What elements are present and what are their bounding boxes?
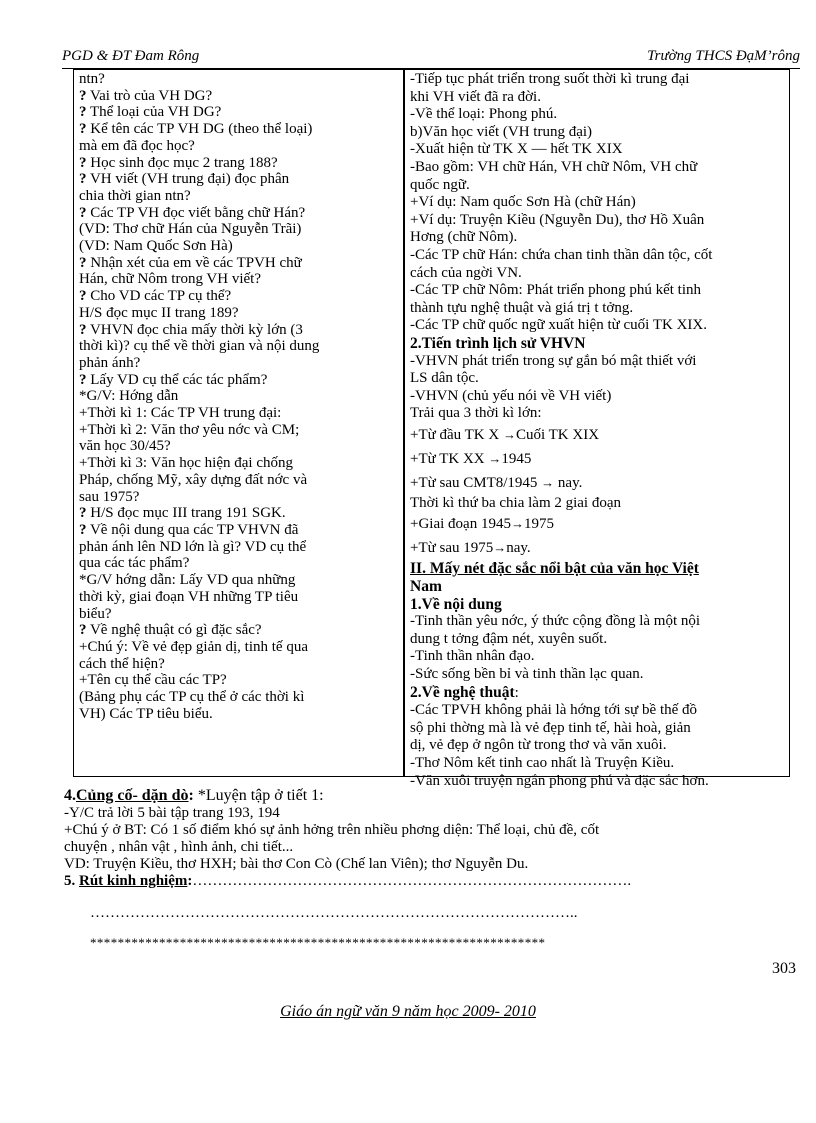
star-separator: ****************************************************************** [90, 935, 546, 950]
question-line: cách thể hiện? [79, 655, 165, 672]
period-line: +Từ sau CMT8/1945 → nay. [410, 474, 583, 491]
question-line: ? Vai trò của VH DG? [79, 87, 213, 104]
content-line: Hơng (chữ Nôm). [410, 229, 518, 246]
question-line: +Thời kì 2: Văn thơ yêu nớc và CM; [79, 421, 300, 438]
section4-heading: 4.Củng cố- dặn dò: *Luyện tập ở tiết 1: [64, 787, 324, 804]
content-line: cách của ngời VN. [410, 264, 522, 281]
question-line: *G/V: Hớng dẫn [79, 388, 179, 405]
content-line: quốc ngữ. [410, 176, 470, 193]
content-line: -VHVN phát triển trong sự gắn bó mật thiết với [410, 352, 697, 369]
page-number: 303 [772, 960, 796, 977]
homework-line: -Y/C trả lời 5 bài tập trang 193, 194 [64, 805, 280, 821]
question-line: qua các tác phẩm? [79, 555, 190, 572]
content-line: Thời kì thứ ba chia làm 2 giai đoạn [410, 494, 622, 511]
question-line: ? Học sinh đọc mục 2 trang 188? [79, 154, 278, 171]
period-line: +Giai đoạn 1945→1975 [410, 516, 554, 533]
content-line: -Về thể loại: Phong phú. [410, 106, 558, 123]
homework-line: VD: Truyện Kiều, thơ HXH; bài thơ Con Cò (Chế lan Viên); thơ Nguyễn Du. [64, 856, 529, 872]
content-line: -VHVN (chủ yếu nói về VH viết) [410, 387, 612, 404]
question-line: +Thời kì 1: Các TP VH trung đại: [79, 405, 282, 422]
content-line: -Sức sống bền bỉ và tinh thần lạc quan. [410, 666, 644, 683]
question-line: ? VHVN đọc chia mấy thời kỳ lớn (3 [79, 321, 303, 338]
content-line: -Thơ Nôm kết tinh cao nhất là Truyện Kiều. [410, 755, 675, 771]
question-line: ? Cho VD các TP cụ thể? [79, 288, 232, 305]
content-line: dị, vẻ đẹp ở ngôn từ trong thơ và văn xuôi. [410, 737, 667, 754]
question-line: mà em đã đọc học? [79, 137, 195, 154]
arrow-icon: → [488, 450, 502, 466]
consolidation-section [64, 787, 804, 890]
section-heading: 2.Tiến trình lịch sử VHVN [410, 334, 586, 352]
content-line: -Các TPVH không phải là hớng tới sự bề thế đồ [410, 702, 698, 719]
question-line: phản ánh lên ND lớn là gì? VD cụ thể [79, 538, 307, 555]
question-line: ? Các TP VH đọc viết bằng chữ Hán? [79, 204, 306, 221]
question-line: (VD: Thơ chữ Hán của Nguyễn Trãi) [79, 221, 302, 238]
question-line: ? H/S đọc mục III trang 191 SGK. [79, 505, 286, 522]
content-line: dung t tởng đậm nét, xuyên suốt. [410, 630, 608, 647]
arrow-icon: → [541, 474, 555, 490]
content-line: -Các TP chữ quốc ngữ xuất hiện từ cuối TK XIX. [410, 317, 707, 334]
content-line: Trải qua 3 thời kì lớn: [410, 405, 542, 422]
question-line: ntn? [79, 71, 105, 87]
homework-line: +Chú ý ở BT: Có 1 số điểm khó sự ảnh hởng trên nhiều phơng diện: Thể loại, chủ đề, cốt [64, 822, 600, 838]
content-line: LS dân tộc. [410, 370, 479, 387]
question-line: biểu? [79, 605, 112, 622]
page-footer: Giáo án ngữ văn 9 năm học 2009- 2010 [280, 1003, 536, 1020]
question-line: ? Về nội dung qua các TP VHVN đã [79, 521, 299, 538]
period-line: +Từ đầu TK X →Cuối TK XIX [410, 426, 600, 443]
arrow-icon: → [493, 540, 507, 556]
question-line: +Thời kì 3: Văn học hiện đại chống [79, 455, 293, 472]
content-line: khi VH viết đã ra đời. [410, 88, 541, 105]
content-line: -Tiếp tục phát triển trong suốt thời kì trung đại [410, 71, 690, 87]
question-line: Pháp, chống Mỹ, xây dựng đất nớc và [79, 471, 308, 488]
teacher-questions-column [79, 71, 399, 722]
content-line: sộ phi thờng mà là vẻ đẹp tinh tế, hài hoà, giản [410, 719, 691, 736]
content-line: -Các TP chữ Nôm: Phát triển phong phú kết tinh [410, 282, 702, 299]
content-column [410, 71, 788, 790]
question-line: thời kì)? cụ thể về thời gian và nội dung [79, 338, 320, 355]
section-heading: II. Mấy nét đặc sắc nổi bật của văn học Việt [410, 560, 699, 578]
question-line: Hán, chữ Nôm trong VH viết? [79, 271, 261, 288]
question-line: ? Nhận xét của em về các TPVH chữ [79, 254, 302, 271]
dotted-line: …………………………………………………………………………………….. [90, 905, 578, 921]
column-divider [403, 70, 405, 776]
question-line: +Chú ý: Về vẻ đẹp giản dị, tinh tế qua [79, 638, 308, 655]
subsection-heading: 1.Về nội dung [410, 595, 502, 613]
question-line: ? VH viết (VH trung đại) đọc phân [79, 171, 290, 188]
question-line: ? Lấy VD cụ thể các tác phẩm? [79, 371, 268, 388]
content-line: -Văn xuôi truyện ngắn phong phú và đặc sắc hơn. [410, 772, 709, 789]
period-line: +Từ sau 1975→nay. [410, 540, 531, 557]
question-line: chia thời gian ntn? [79, 187, 191, 204]
lesson-table [73, 69, 790, 789]
question-line: ? Về nghệ thuật có gì đặc sắc? [79, 622, 262, 639]
section-heading: Nam [410, 578, 442, 596]
question-line: (Bảng phụ các TP cụ thể ở các thời kì [79, 689, 305, 706]
question-line: văn học 30/45? [79, 438, 171, 455]
question-line: sau 1975? [79, 488, 140, 505]
content-line: b)Văn học viết (VH trung đại) [410, 123, 593, 140]
question-line: ? Thể loại của VH DG? [79, 104, 222, 121]
page-header [62, 48, 800, 69]
content-line: -Xuất hiện từ TK X — hết TK XIX [410, 141, 623, 158]
question-line: *G/V hớng dẫn: Lấy VD qua những [79, 572, 296, 589]
question-line: ? Kể tên các TP VH DG (theo thể loại) [79, 121, 313, 138]
question-line: H/S đọc mục II trang 189? [79, 304, 239, 321]
subsection-heading: 2.Về nghệ thuật: [410, 683, 519, 701]
content-line: -Tinh thần nhân đạo. [410, 648, 535, 665]
homework-line: chuyện , nhân vật , hình ảnh, chi tiết... [64, 839, 294, 855]
question-line: (VD: Nam Quốc Sơn Hà) [79, 238, 233, 255]
question-line: thời kỳ, giai đoạn VH những TP tiêu [79, 588, 299, 605]
arrow-icon: → [502, 426, 516, 442]
arrow-icon: → [510, 516, 524, 532]
question-line: phản ánh? [79, 354, 141, 371]
content-line: -Tinh thần yêu nớc, ý thức cộng đồng là một nội [410, 613, 701, 630]
content-line: -Bao gồm: VH chữ Hán, VH chữ Nôm, VH chữ [410, 158, 698, 175]
content-line: +Ví dụ: Truyện Kiều (Nguyễn Du), thơ Hồ Xuân [410, 211, 705, 228]
period-line: +Từ TK XX →1945 [410, 450, 532, 467]
content-line: +Ví dụ: Nam quốc Sơn Hà (chữ Hán) [410, 194, 636, 211]
question-line: +Tên cụ thể cầu các TP? [79, 672, 227, 689]
header-right: Trường THCS ĐạM’rông [647, 48, 800, 64]
content-line: -Các TP chữ Hán: chứa chan tinh thần dân tộc, cốt [410, 246, 713, 263]
header-left: PGD & ĐT Đam Rông [62, 48, 200, 64]
dotted-line: ……………………………………………………………………………. [192, 873, 632, 889]
section5-heading: 5. Rút kinh nghiệm:……………………………………………………………………………. [64, 873, 632, 889]
content-line: thành tựu nghệ thuật và giá trị t tởng. [410, 299, 634, 316]
question-line: VH) Các TP tiêu biểu. [79, 705, 213, 722]
